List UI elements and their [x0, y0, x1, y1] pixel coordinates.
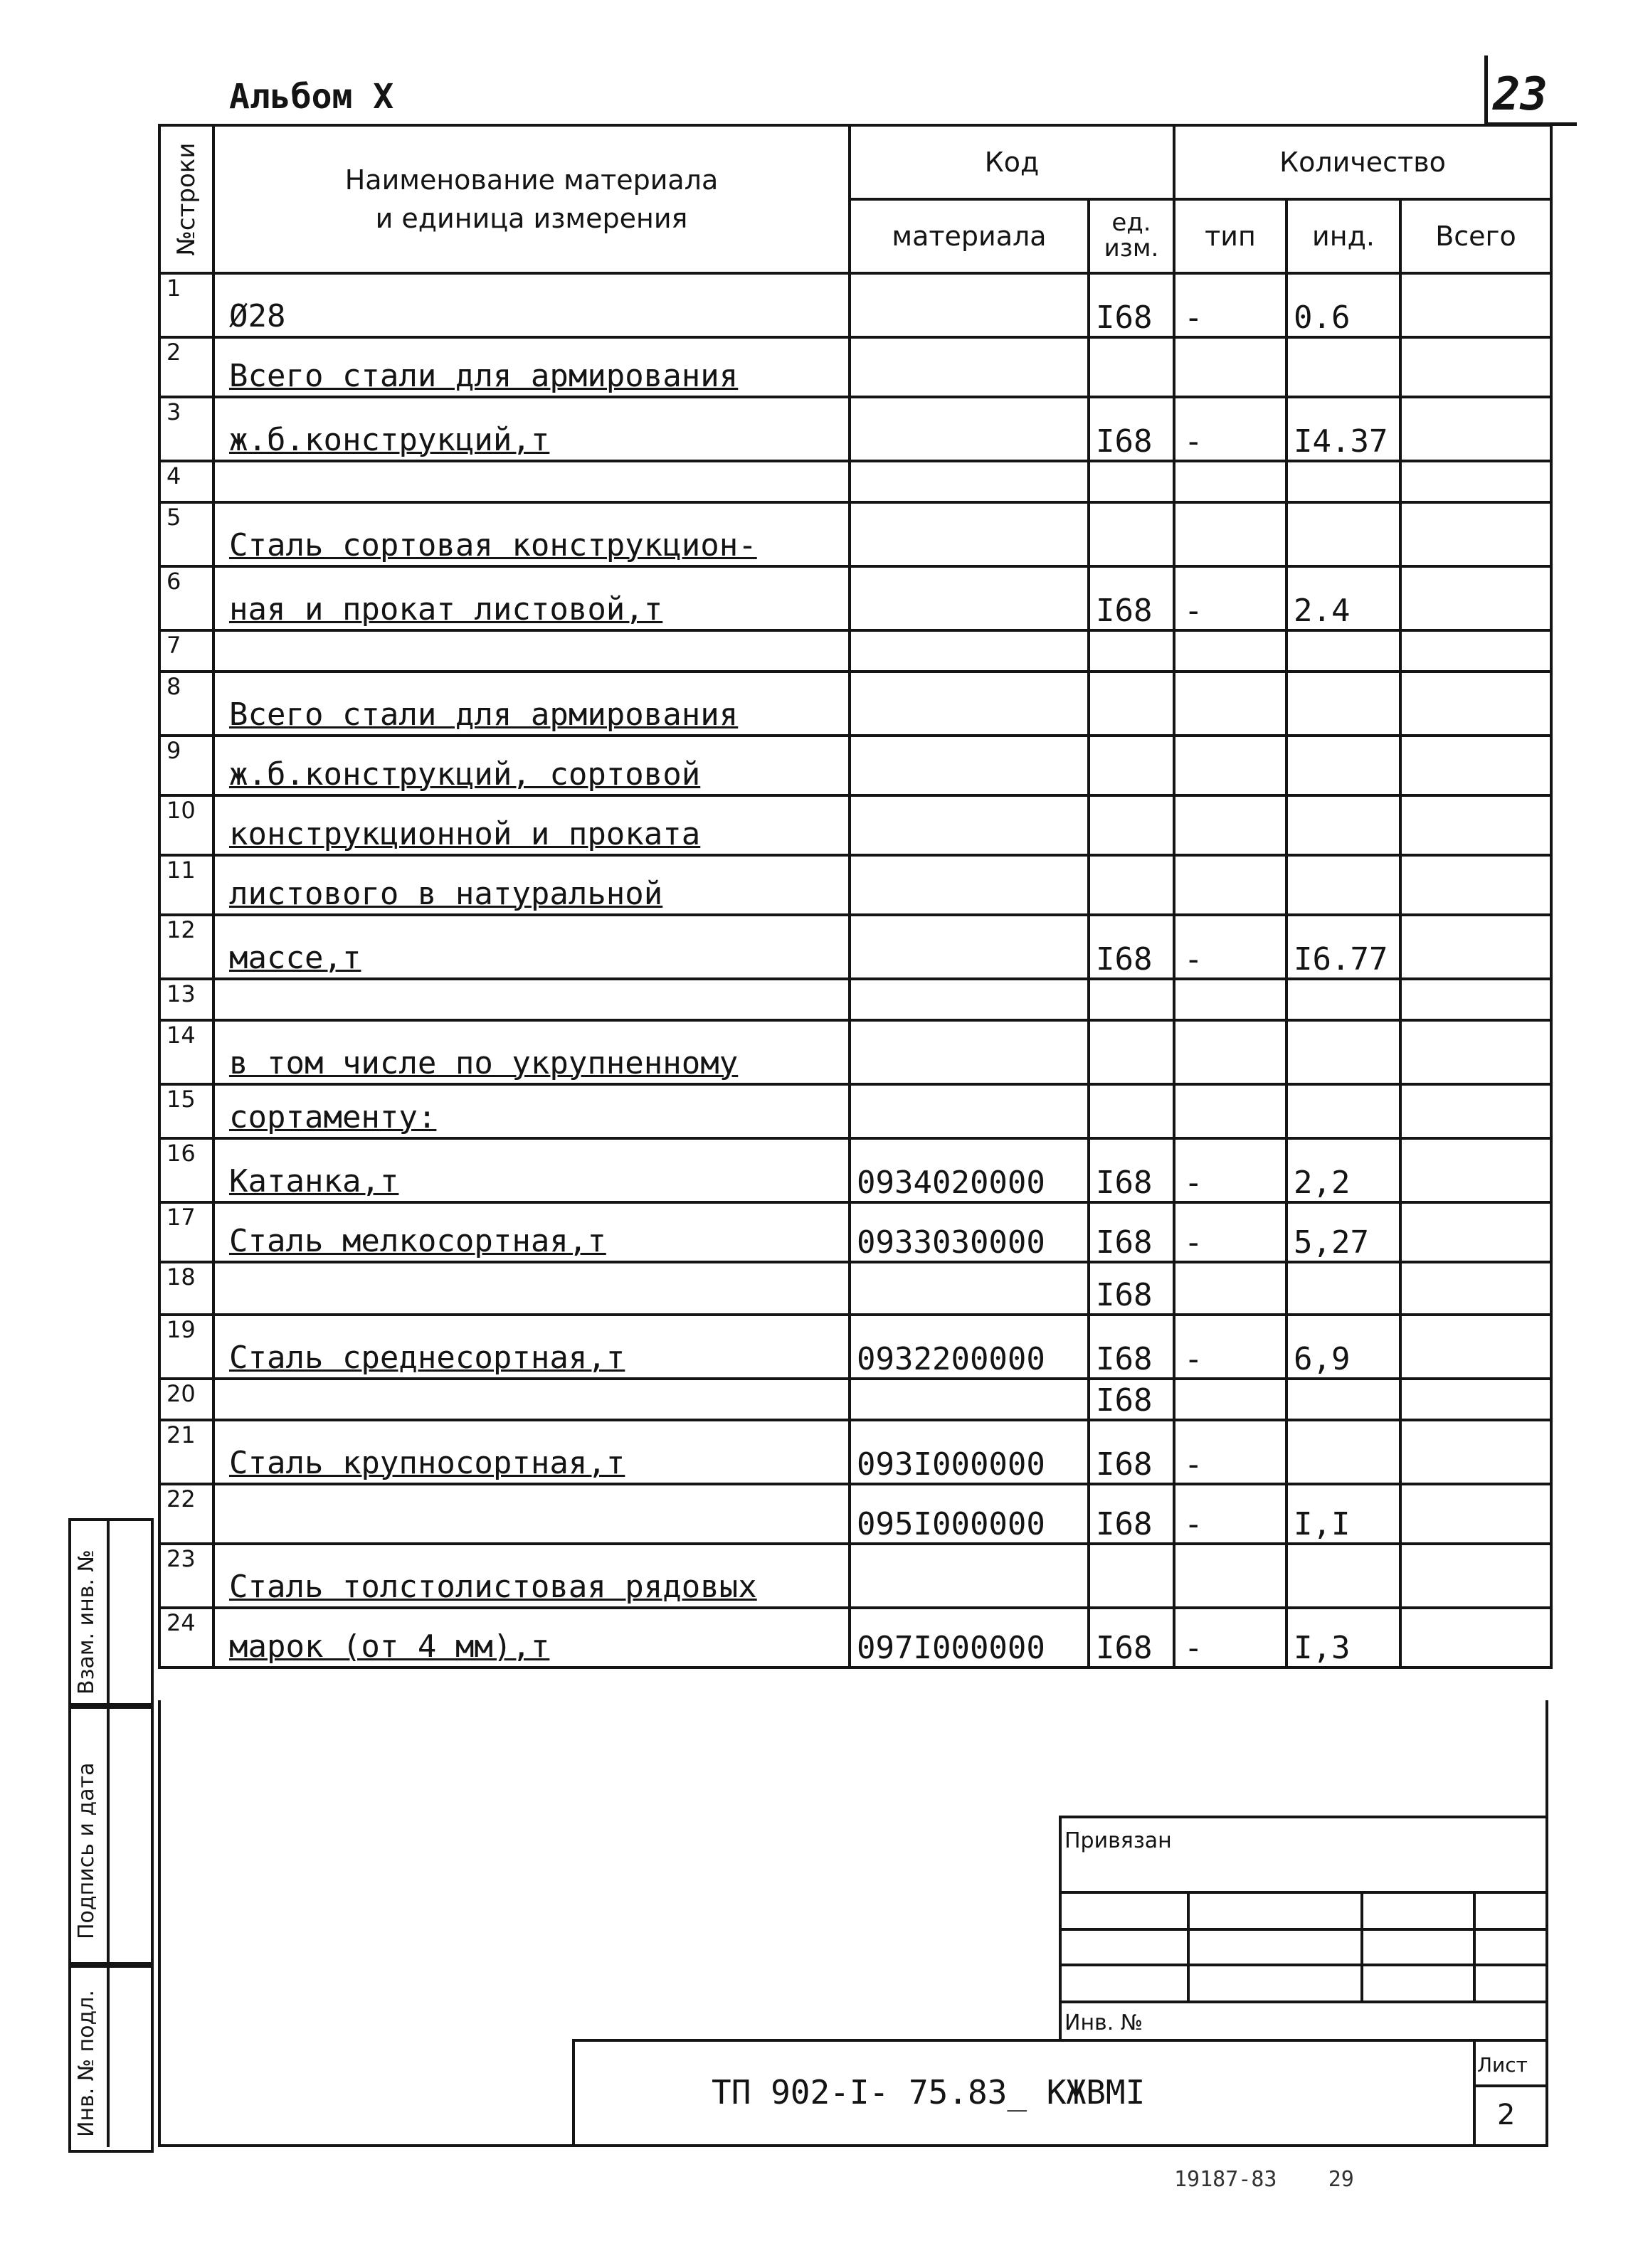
- material-code: [850, 1020, 1089, 1084]
- privyazan-col3: [1473, 1891, 1476, 2001]
- unit-code: [1089, 502, 1174, 566]
- material-name: [213, 1484, 850, 1544]
- page-number: 23: [1493, 68, 1548, 121]
- quantity-type: -: [1174, 1315, 1286, 1379]
- material-name: Сталь среднесортная,т: [213, 1315, 850, 1379]
- row-number: 24: [159, 1608, 213, 1668]
- material-code: [850, 1544, 1089, 1608]
- table-row: [159, 461, 1551, 502]
- table-row: [159, 795, 1551, 855]
- quantity-type: -: [1174, 1138, 1286, 1202]
- material-code: [850, 273, 1089, 337]
- material-name: [213, 1262, 850, 1315]
- table-row: [159, 566, 1551, 630]
- header-total: Всего: [1400, 199, 1551, 273]
- quantity-ind: [1286, 795, 1400, 855]
- margin-vzam-label: Взам. инв. №: [74, 1549, 99, 1695]
- table-row: [159, 1262, 1551, 1315]
- material-name: ж.б.конструкций,т: [213, 397, 850, 461]
- unit-code: I68: [1089, 1262, 1174, 1315]
- quantity-type: [1174, 795, 1286, 855]
- material-code: [850, 502, 1089, 566]
- material-name: [213, 1379, 850, 1420]
- quantity-total: [1400, 502, 1551, 566]
- quantity-ind: [1286, 337, 1400, 397]
- material-name: Сталь толстолистовая рядовых: [213, 1544, 850, 1608]
- table-row: [159, 915, 1551, 979]
- unit-code: I68: [1089, 397, 1174, 461]
- material-name: Сталь крупносортная,т: [213, 1420, 850, 1484]
- row-number: 21: [159, 1420, 213, 1484]
- material-code: [850, 630, 1089, 672]
- quantity-ind: 6,9: [1286, 1315, 1400, 1379]
- frame-right: [1545, 1700, 1548, 2147]
- material-name: сортаменту:: [213, 1084, 850, 1138]
- margin-inner-line: [107, 1518, 110, 2147]
- unit-code: [1089, 795, 1174, 855]
- unit-code: [1089, 855, 1174, 915]
- material-name: Сталь мелкосортная,т: [213, 1202, 850, 1262]
- privyazan-top: [1059, 1816, 1548, 1818]
- unit-code: I68: [1089, 1379, 1174, 1420]
- material-code: 0933030000: [850, 1202, 1089, 1262]
- quantity-type: [1174, 337, 1286, 397]
- quantity-ind: [1286, 461, 1400, 502]
- unit-code: [1089, 736, 1174, 795]
- row-number: 11: [159, 855, 213, 915]
- row-number: 19: [159, 1315, 213, 1379]
- material-code: [850, 736, 1089, 795]
- material-code: 095I000000: [850, 1484, 1089, 1544]
- table-row: [159, 502, 1551, 566]
- quantity-type: [1174, 630, 1286, 672]
- row-number: 7: [159, 630, 213, 672]
- header-quantity: Количество: [1174, 125, 1551, 199]
- quantity-total: [1400, 915, 1551, 979]
- quantity-total: [1400, 337, 1551, 397]
- quantity-type: [1174, 979, 1286, 1020]
- table-row: [159, 1020, 1551, 1084]
- material-name: марок (от 4 мм),т: [213, 1608, 850, 1668]
- table-row: [159, 337, 1551, 397]
- quantity-total: [1400, 566, 1551, 630]
- material-code: [850, 566, 1089, 630]
- quantity-total: [1400, 397, 1551, 461]
- quantity-ind: [1286, 1420, 1400, 1484]
- list-number: 2: [1497, 2099, 1516, 2131]
- material-name: в том числе по укрупненному: [213, 1020, 850, 1084]
- material-name: конструкционной и проката: [213, 795, 850, 855]
- table-row: [159, 979, 1551, 1020]
- quantity-type: [1174, 1262, 1286, 1315]
- quantity-type: -: [1174, 397, 1286, 461]
- quantity-total: [1400, 1202, 1551, 1262]
- quantity-type: [1174, 461, 1286, 502]
- table-row: [159, 1202, 1551, 1262]
- unit-code: I68: [1089, 1138, 1174, 1202]
- quantity-ind: I6.77: [1286, 915, 1400, 979]
- quantity-total: [1400, 1262, 1551, 1315]
- quantity-total: [1400, 630, 1551, 672]
- material-name: Всего стали для армирования: [213, 337, 850, 397]
- quantity-total: [1400, 1020, 1551, 1084]
- header-code: Код: [850, 125, 1174, 199]
- material-code: 093I000000: [850, 1420, 1089, 1484]
- material-code: 097I000000: [850, 1608, 1089, 1668]
- material-name: массе,т: [213, 915, 850, 979]
- material-code: [850, 1084, 1089, 1138]
- table-row: [159, 855, 1551, 915]
- material-code: [850, 795, 1089, 855]
- table-row: [159, 397, 1551, 461]
- album-title: Альбом X: [229, 77, 394, 117]
- row-number: 3: [159, 397, 213, 461]
- quantity-total: [1400, 1084, 1551, 1138]
- document-designation: ТП 902-I- 75.83_ КЖВМI: [712, 2073, 1146, 2111]
- header-code-material: материала: [850, 199, 1089, 273]
- margin-podpis-label: Подпись и дата: [74, 1762, 99, 1939]
- material-name: [213, 979, 850, 1020]
- material-code: [850, 979, 1089, 1020]
- unit-code: I68: [1089, 566, 1174, 630]
- unit-code: [1089, 979, 1174, 1020]
- row-number: 15: [159, 1084, 213, 1138]
- material-code: 0934020000: [850, 1138, 1089, 1202]
- quantity-total: [1400, 1608, 1551, 1668]
- quantity-total: [1400, 1315, 1551, 1379]
- unit-code: [1089, 461, 1174, 502]
- quantity-ind: [1286, 1262, 1400, 1315]
- unit-code: [1089, 1020, 1174, 1084]
- frame-left: [158, 1700, 161, 2147]
- table-row: [159, 273, 1551, 337]
- row-number: 10: [159, 795, 213, 855]
- quantity-type: -: [1174, 566, 1286, 630]
- material-code: [850, 1262, 1089, 1315]
- row-number: 23: [159, 1544, 213, 1608]
- quantity-total: [1400, 273, 1551, 337]
- title-list-divider: [1473, 2039, 1476, 2147]
- quantity-type: [1174, 1544, 1286, 1608]
- header-ind: инд.: [1286, 199, 1400, 273]
- unit-code: I68: [1089, 1315, 1174, 1379]
- row-number: 12: [159, 915, 213, 979]
- quantity-type: [1174, 1379, 1286, 1420]
- material-name: ж.б.конструкций, сортовой: [213, 736, 850, 795]
- quantity-total: [1400, 1420, 1551, 1484]
- quantity-type: [1174, 1020, 1286, 1084]
- quantity-ind: I,3: [1286, 1608, 1400, 1668]
- unit-code: [1089, 630, 1174, 672]
- row-number: 9: [159, 736, 213, 795]
- quantity-ind: [1286, 736, 1400, 795]
- unit-code: I68: [1089, 1484, 1174, 1544]
- material-code: [850, 461, 1089, 502]
- quantity-total: [1400, 672, 1551, 736]
- inv-no-label: Инв. №: [1064, 2010, 1143, 2035]
- footer-note: 19187-83 29: [1174, 2167, 1354, 2192]
- quantity-type: [1174, 736, 1286, 795]
- material-code: [850, 1379, 1089, 1420]
- row-number: 18: [159, 1262, 213, 1315]
- quantity-ind: [1286, 502, 1400, 566]
- material-name: Катанка,т: [213, 1138, 850, 1202]
- material-code: [850, 855, 1089, 915]
- quantity-ind: [1286, 672, 1400, 736]
- row-number: 6: [159, 566, 213, 630]
- quantity-type: [1174, 502, 1286, 566]
- table-row: [159, 672, 1551, 736]
- table-row: [159, 1420, 1551, 1484]
- material-code: [850, 337, 1089, 397]
- title-top: [572, 2039, 1548, 2042]
- quantity-ind: [1286, 855, 1400, 915]
- row-number: 22: [159, 1484, 213, 1544]
- row-number: 16: [159, 1138, 213, 1202]
- quantity-total: [1400, 979, 1551, 1020]
- row-number: 13: [159, 979, 213, 1020]
- quantity-total: [1400, 1379, 1551, 1420]
- unit-code: I68: [1089, 1420, 1174, 1484]
- quantity-total: [1400, 1484, 1551, 1544]
- quantity-type: -: [1174, 273, 1286, 337]
- material-name: Всего стали для армирования: [213, 672, 850, 736]
- quantity-total: [1400, 1544, 1551, 1608]
- quantity-ind: [1286, 1544, 1400, 1608]
- row-number: 14: [159, 1020, 213, 1084]
- table-row: [159, 736, 1551, 795]
- quantity-type: [1174, 855, 1286, 915]
- quantity-ind: [1286, 979, 1400, 1020]
- table-row: [159, 1138, 1551, 1202]
- table-row: [159, 1484, 1551, 1544]
- table-body: [159, 273, 1551, 1668]
- header-type: тип: [1174, 199, 1286, 273]
- unit-code: I68: [1089, 1608, 1174, 1668]
- quantity-ind: [1286, 1020, 1400, 1084]
- quantity-type: [1174, 1084, 1286, 1138]
- privyazan-col1: [1187, 1891, 1190, 2001]
- privyazan-col2: [1360, 1891, 1363, 2001]
- unit-code: [1089, 1544, 1174, 1608]
- header-row-number: №строки: [159, 125, 213, 273]
- row-number: 8: [159, 672, 213, 736]
- frame-bottom: [158, 2144, 1548, 2147]
- material-code: [850, 672, 1089, 736]
- quantity-type: -: [1174, 915, 1286, 979]
- unit-code: I68: [1089, 1202, 1174, 1262]
- material-code: [850, 397, 1089, 461]
- unit-code: [1089, 337, 1174, 397]
- header-code-unit: ед. изм.: [1089, 199, 1174, 273]
- material-code: [850, 915, 1089, 979]
- quantity-type: -: [1174, 1420, 1286, 1484]
- quantity-ind: I,I: [1286, 1484, 1400, 1544]
- table-row: [159, 1544, 1551, 1608]
- table-row: [159, 1379, 1551, 1420]
- quantity-ind: [1286, 1379, 1400, 1420]
- row-number: 4: [159, 461, 213, 502]
- unit-code: I68: [1089, 273, 1174, 337]
- privyazan-line4: [1059, 2001, 1548, 2003]
- unit-code: [1089, 672, 1174, 736]
- title-left: [572, 2039, 575, 2147]
- title-list-line: [1473, 2084, 1548, 2087]
- quantity-total: [1400, 1138, 1551, 1202]
- quantity-ind: 5,27: [1286, 1202, 1400, 1262]
- quantity-type: -: [1174, 1202, 1286, 1262]
- material-name: листового в натуральной: [213, 855, 850, 915]
- row-number: 2: [159, 337, 213, 397]
- unit-code: [1089, 1084, 1174, 1138]
- list-label: Лист: [1477, 2053, 1528, 2077]
- quantity-total: [1400, 855, 1551, 915]
- quantity-total: [1400, 736, 1551, 795]
- margin-inv-label: Инв. № подл.: [74, 1990, 99, 2137]
- material-name: Сталь сортовая конструкцион-: [213, 502, 850, 566]
- quantity-ind: 2.4: [1286, 566, 1400, 630]
- quantity-type: -: [1174, 1608, 1286, 1668]
- header-material-name: Наименование материала и единица измерения: [213, 125, 850, 273]
- quantity-ind: I4.37: [1286, 397, 1400, 461]
- table-row: [159, 1608, 1551, 1668]
- row-number: 1: [159, 273, 213, 337]
- table-row: [159, 1084, 1551, 1138]
- material-name: Ø28: [213, 273, 850, 337]
- quantity-ind: [1286, 630, 1400, 672]
- row-number: 17: [159, 1202, 213, 1262]
- privyazan-label: Привязан: [1064, 1828, 1172, 1853]
- material-code: 0932200000: [850, 1315, 1089, 1379]
- quantity-ind: [1286, 1084, 1400, 1138]
- quantity-total: [1400, 795, 1551, 855]
- quantity-total: [1400, 461, 1551, 502]
- unit-code: I68: [1089, 915, 1174, 979]
- quantity-ind: 0.6: [1286, 273, 1400, 337]
- page-number-divider: [1484, 55, 1488, 127]
- row-number: 20: [159, 1379, 213, 1420]
- table-row: [159, 1315, 1551, 1379]
- material-name: ная и прокат листовой,т: [213, 566, 850, 630]
- table-row: [159, 630, 1551, 672]
- quantity-ind: 2,2: [1286, 1138, 1400, 1202]
- quantity-type: [1174, 672, 1286, 736]
- material-name: [213, 630, 850, 672]
- specification-table: [158, 124, 1553, 1669]
- material-name: [213, 461, 850, 502]
- row-number: 5: [159, 502, 213, 566]
- quantity-type: -: [1174, 1484, 1286, 1544]
